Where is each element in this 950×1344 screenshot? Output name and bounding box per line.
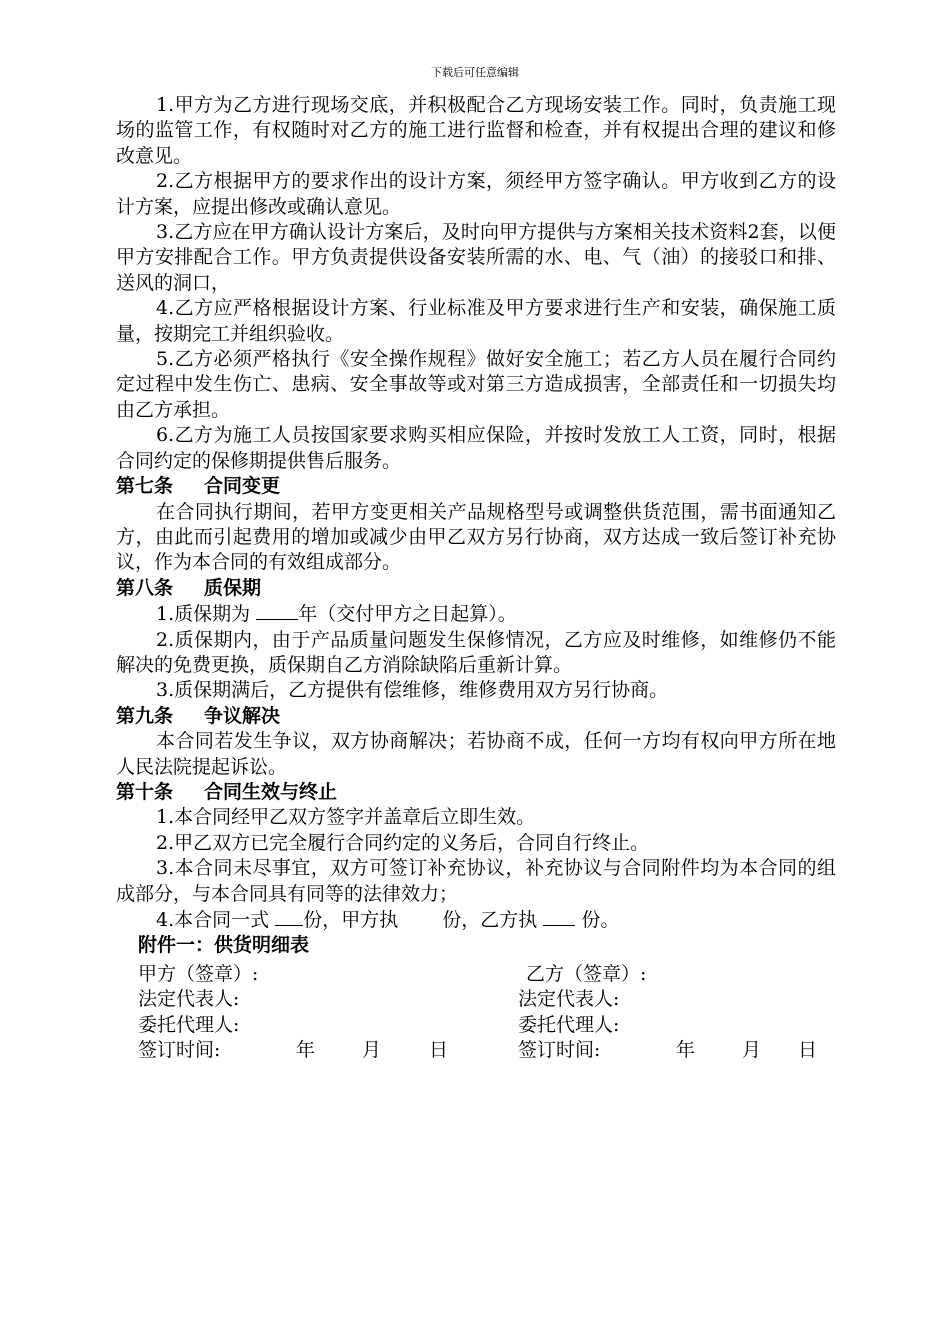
sec6-item-6: 6.乙方为施工人员按国家要求购买相应保险，并按时发放工人工资，同时，根据合同约定的保修期提供售后服务。 — [116, 424, 836, 472]
party-a-day-label: 日 — [429, 1039, 449, 1062]
sign-row-agent — [138, 1013, 838, 1038]
sec10-item-4-b: 份，甲方执 — [303, 909, 399, 931]
sec9-number: 第九条 — [116, 704, 174, 727]
header-note: 下载后可任意编辑 — [431, 66, 519, 79]
sec7-heading — [116, 474, 836, 499]
party-b-month-label: 月 — [742, 1039, 762, 1062]
sec10-item-2: 2.甲乙双方已完全履行合同约定的义务后，合同自行终止。 — [156, 831, 650, 854]
party-b-day-label: 日 — [798, 1039, 818, 1062]
party-a-legal-rep-label: 法定代表人: — [138, 988, 240, 1011]
sec8-item-1-pre: 1.质保期为 — [156, 603, 251, 626]
sec9-title: 争议解决 — [204, 704, 281, 727]
sec8-number: 第八条 — [116, 576, 174, 599]
sec8-item-3: 3.质保期满后，乙方提供有偿维修，维修费用双方另行协商。 — [156, 679, 669, 702]
sec10-item-4-d: 份。 — [581, 909, 620, 931]
party-a-year-label: 年 — [296, 1039, 316, 1062]
sign-row-legal-rep — [138, 987, 838, 1012]
copies-total-blank — [275, 907, 303, 926]
sec10-item-1: 1.本合同经甲乙双方签字并盖章后立即生效。 — [156, 806, 536, 829]
sec10-item-4 — [116, 907, 836, 933]
party-b-agent-label: 委托代理人: — [518, 1013, 620, 1036]
sec10-item-4-a: 4.本合同一式 — [156, 909, 270, 931]
sec7-body: 在合同执行期间，若甲方变更相关产品规格型号或调整供货范围，需书面通知乙方，由此而引起费用的增加或减少由甲乙双方另行协商，双方达成一致后签订补充协议，作为本合同的有效组成部分。 — [116, 500, 836, 574]
party-b-date-label: 签订时间: — [518, 1039, 601, 1062]
sec6-item-2: 2.乙方根据甲方的要求作出的设计方案，须经甲方签字确认。甲方收到乙方的设计方案，应提出修改或确认意见。 — [116, 170, 836, 218]
sec8-heading — [116, 576, 836, 601]
sec10-heading — [116, 780, 836, 805]
party-b-year-label: 年 — [676, 1039, 696, 1062]
sec6-item-3: 3.乙方应在甲方确认设计方案后，及时向甲方提供与方案相关技术资料2套，以便甲方安排配合工作。甲方负责提供设备安装所需的水、电、气（油）的接驳口和排、送风的洞口， — [116, 221, 836, 294]
sec8-item-1 — [116, 601, 836, 627]
copies-party-b-blank — [543, 907, 575, 926]
warranty-years-blank — [256, 601, 298, 620]
sec6-item-1: 1.甲方为乙方进行现场交底，并积极配合乙方现场安装工作。同时，负责施工现场的监管工作，有权随时对乙方的施工进行监督和检查，并有权提出合理的建议和修改意见。 — [116, 94, 836, 167]
sec7-title: 合同变更 — [204, 475, 281, 498]
party-b-legal-rep-label: 法定代表人: — [518, 988, 620, 1011]
sec6-item-4: 4.乙方应严格根据设计方案、行业标准及甲方要求进行生产和安装，确保施工质量，按期完工并组织验收。 — [116, 297, 836, 345]
sec10-item-4-c: 份，乙方执 — [442, 909, 538, 931]
sec8-item-2: 2.质保期内，由于产品质量问题发生保修情况，乙方应及时维修，如维修仍不能解决的免费更换，质保期自乙方消除缺陷后重新计算。 — [116, 628, 836, 676]
sec8-item-1-post: 年（交付甲方之日起算）。 — [298, 603, 517, 626]
sec7-number: 第七条 — [116, 475, 174, 498]
sec8-title: 质保期 — [204, 576, 262, 599]
contract-body — [116, 93, 836, 959]
sec10-number: 第十条 — [116, 780, 174, 803]
sign-row-party — [138, 962, 838, 987]
party-a-seal-label: 甲方（签章）: — [138, 963, 259, 985]
sec10-title: 合同生效与终止 — [204, 780, 338, 803]
sec9-heading — [116, 704, 836, 729]
sec10-item-3: 3.本合同未尽事宜，双方可签订补充协议，补充协议与合同附件均为本合同的组成部分，与本合同具有同等的法律效力； — [116, 857, 836, 905]
party-a-date-label: 签订时间: — [138, 1039, 221, 1062]
attachment-title: 附件一：供货明细表 — [138, 934, 310, 957]
signature-block — [138, 962, 838, 1064]
party-a-month-label: 月 — [362, 1039, 382, 1062]
sign-row-date — [138, 1038, 838, 1063]
party-b-seal-label: 乙方（签章）: — [526, 963, 647, 985]
sec6-item-5: 5.乙方必须严格执行《安全操作规程》做好安全施工；若乙方人员在履行合同约定过程中发生伤亡、患病、安全事故等或对第三方造成损害，全部责任和一切损失均由乙方承担。 — [116, 348, 836, 421]
party-a-agent-label: 委托代理人: — [138, 1013, 240, 1036]
sec9-body: 本合同若发生争议，双方协商解决；若协商不成，任何一方均有权向甲方所在地人民法院提起诉讼。 — [116, 730, 836, 778]
